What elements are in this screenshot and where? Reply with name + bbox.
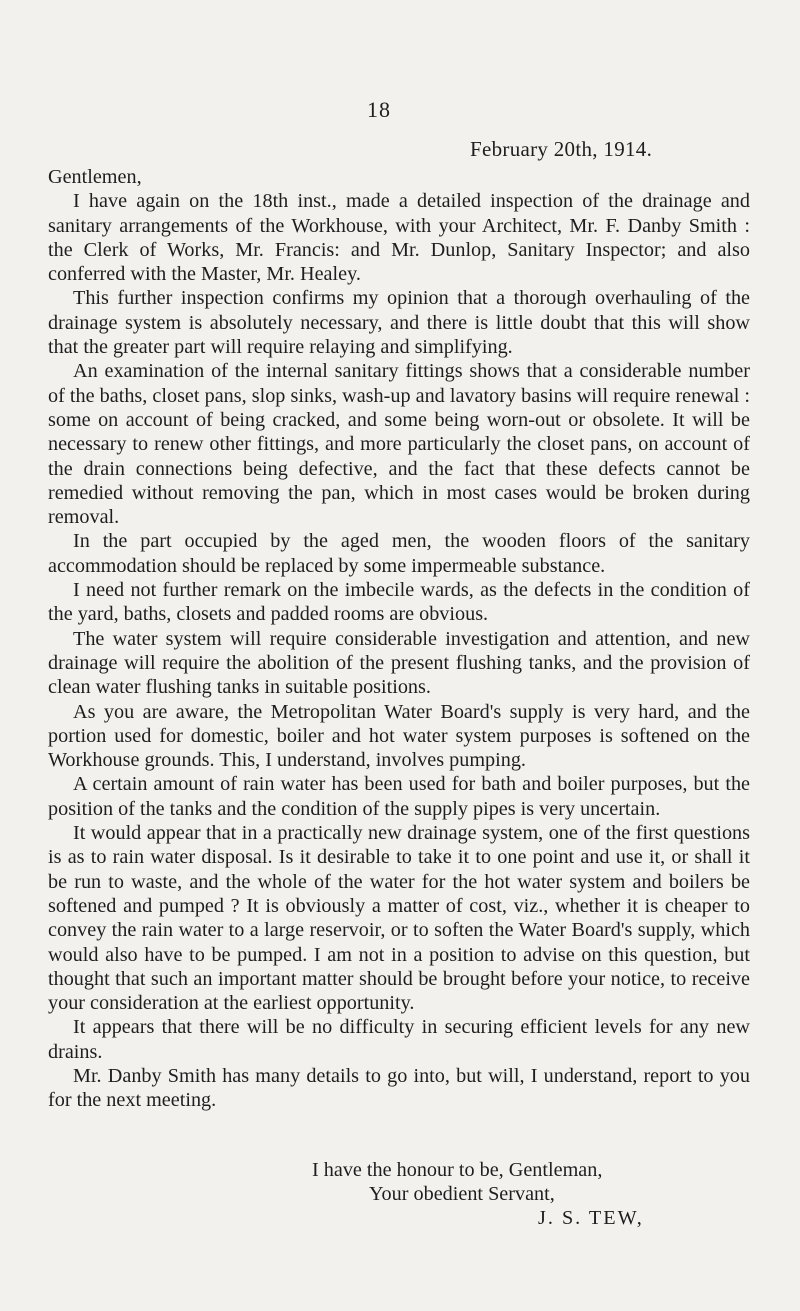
paragraph: Mr. Danby Smith has many details to go into, but will, I understand, report to you for the next meeting.: [48, 1064, 750, 1112]
paragraph: A certain amount of rain water has been used for bath and boiler purposes, but the position of the tanks and the condition of the supply pipes is very uncertain.: [48, 773, 750, 820]
paragraph: In the part occupied by the aged men, the wooden floors of the sanitary accommodation should be replaced by some impermeable substance.: [48, 530, 750, 577]
page-number: 18: [367, 97, 391, 122]
paragraph: An examination of the internal sanitary fittings shows that a considerable number of the baths, closet pans, slop sinks, wash-up and lavatory basins will require renewal : some on account of being cracked, and some being worn-out or obsolete. It will be necessary to renew other fittings, and more particularly the closet pans, on account of the drain connections being defective, and the fact that these defects cannot be remedied without removing the pan, which in most cases would be broken during removal.: [48, 360, 750, 529]
signature: J. S. TEW,: [538, 1207, 644, 1229]
paragraph: It would appear that in a practically new drainage system, one of the first questions is as to rain water disposal. Is it desirable to take it to one point and use it, or shall it be run to waste, and the whole of the water for the hot water system and boilers be softened and pumped ? It is obviously a matter of cost, viz., whether it is cheaper to convey the rain water to a large reservoir, or to soften the Water Board's supply, which would also have to be pumped. I am not in a position to advise on this question, but thought that such an important matter should be brought before your notice, to receive your consideration at the earliest opportunity.: [48, 822, 750, 1015]
letter-date: February 20th, 1914.: [470, 137, 653, 161]
salutation: Gentlemen,: [48, 166, 142, 188]
paragraph: It appears that there will be no difficulty in securing efficient levels for any new drains.: [48, 1016, 750, 1063]
paragraph: As you are aware, the Metropolitan Water Board's supply is very hard, and the portion used for domestic, boiler and hot water system purposes is softened on the Workhouse grounds. This, I understand, involves pumping.: [48, 700, 750, 772]
paragraph: I need not further remark on the imbecile wards, as the defects in the condition of the yard, baths, closets and padded rooms are obvious.: [48, 579, 750, 626]
paragraph: This further inspection confirms my opinion that a thorough overhauling of the drainage system is absolutely necessary, and there is little doubt that this will show that the greater part will require relaying and simplifying.: [48, 287, 750, 359]
closing-line: I have the honour to be, Gentleman,: [312, 1159, 603, 1181]
closing-servant: Your obedient Servant,: [369, 1183, 555, 1205]
paragraph: I have again on the 18th inst., made a detailed inspection of the drainage and sanitary arrangements of the Workhouse, with your Architect, Mr. F. Danby Smith : the Clerk of Works, Mr. Francis: and Mr. Dunlop, Sanitary Inspector; and also conferred with the Master, Mr. Healey.: [48, 190, 750, 286]
paragraph: The water system will require considerable investigation and attention, and new drainage will require the abolition of the present flushing tanks, and the provision of clean water flushing tanks in suitable positions.: [48, 627, 750, 699]
letter-body: [48, 165, 750, 1113]
